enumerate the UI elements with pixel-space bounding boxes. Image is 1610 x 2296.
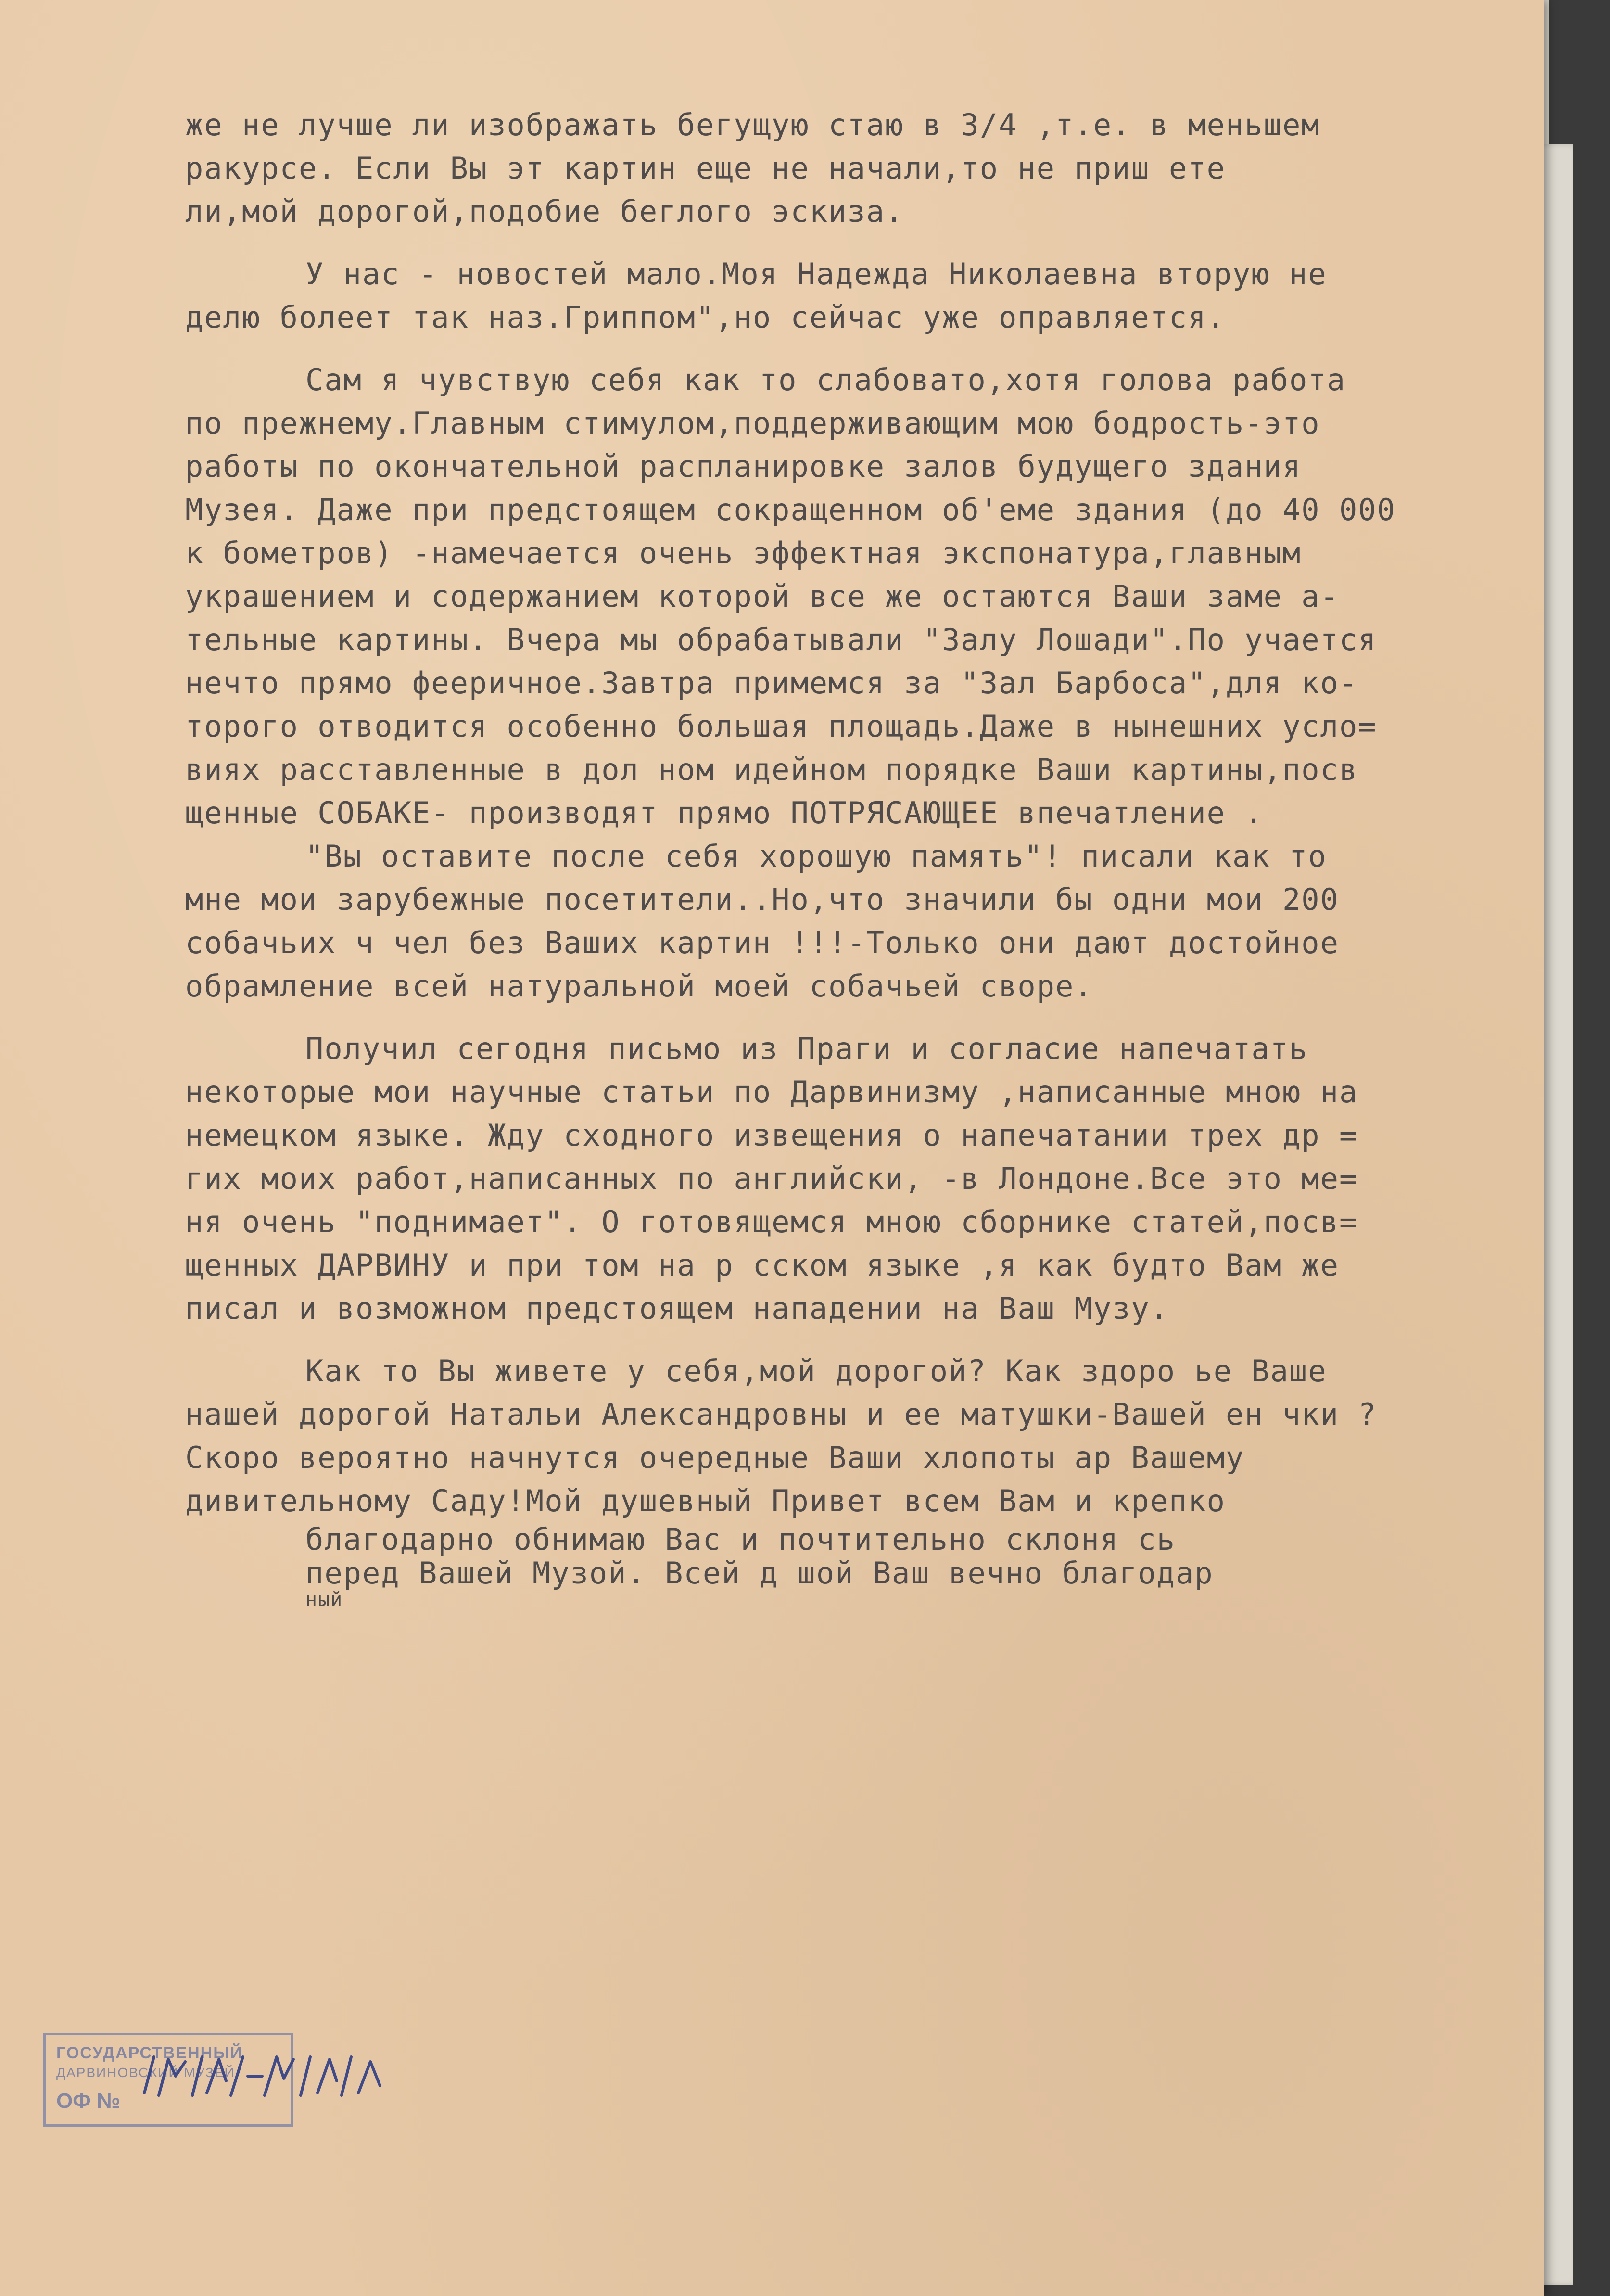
- letter-line: нашей дорогой Натальи Александровны и ее матушки-Вашей ен чки ?: [185, 1397, 1377, 1432]
- letter-line: писал и возможном предстоящем нападении на Ваш Музу.: [185, 1291, 1169, 1326]
- letter-line: гих моих работ,написанных по английски, -в Лондоне.Все это ме=: [185, 1161, 1358, 1196]
- letter-line: Скоро вероятно начнутся очередные Ваши хлопоты ар Вашему: [185, 1440, 1245, 1475]
- stamp-subtitle: ДАРВИНОВСКИЙ МУЗЕЙ: [56, 2065, 235, 2080]
- letter-body: [185, 103, 1542, 1609]
- letter-line: собачьих ч чел без Ваших картин !!!-Только они дают достойное: [185, 925, 1339, 960]
- letter-line: Как то Вы живете у себя,мой дорогой? Как здоро ье Ваше: [305, 1353, 1327, 1389]
- letter-line: ли,мой дорогой,подобие беглого эскиза.: [185, 194, 904, 229]
- letter-line: ня очень "поднимает". О готовящемся мною сборнике статей,посв=: [185, 1204, 1358, 1239]
- letter-line: работы по окончательной распланировке залов будущего здания: [185, 449, 1302, 484]
- letter-line: щенные СОБАКЕ- производят прямо ПОТРЯСАЮЩЕЕ впечатление .: [185, 795, 1264, 830]
- letter-line: благодарно обнимаю Вас и почтительно склоня сь: [305, 1523, 1176, 1556]
- letter-line: обрамление всей натуральной моей собачьей своре.: [185, 969, 1093, 1004]
- letter-line: делю болеет так наз.Гриппом",но сейчас уже оправляется.: [185, 300, 1226, 335]
- letter-line: виях расставленные в дол ном идейном порядке Ваши картины,посв: [185, 752, 1358, 787]
- letter-line: ракурсе. Если Вы эт картин еще не начали,то не приш ете: [185, 151, 1226, 186]
- letter-line: Получил сегодня письмо из Праги и согласие напечатать: [305, 1031, 1308, 1066]
- stamp-title: ГОСУДАРСТВЕННЫЙ: [56, 2044, 243, 2062]
- letter-line: некоторые мои научные статьи по Дарвинизму ,написанные мною на: [185, 1074, 1358, 1110]
- letter-line: же не лучше ли изображать бегущую стаю в 3/4 ,т.е. в меньшем: [185, 107, 1320, 142]
- letter-line: тельные картины. Вчера мы обрабатывали "Залу Лошади".По учается: [185, 622, 1377, 657]
- letter-line: Сам я чувствую себя как то слабовато,хотя голова работа: [305, 362, 1346, 397]
- letter-line: перед Вашей Музой. Всей д шой Ваш вечно благодар: [305, 1556, 1214, 1590]
- letter-line: к бометров) -намечается очень эффектная экспонатура,главным: [185, 536, 1302, 571]
- letter-line: по прежнему.Главным стимулом,поддерживающим мою бодрость-это: [185, 406, 1320, 441]
- letter-line: мне мои зарубежные посетители..Но,что значили бы одни мои 200: [185, 882, 1339, 917]
- stamp-number-prefix: ОФ №: [56, 2089, 121, 2113]
- handwritten-inventory-number: [139, 2047, 390, 2105]
- letter-line: нечто прямо фееричное.Завтра примемся за "Зал Барбоса",для ко-: [185, 665, 1358, 701]
- letter-line: немецком языке. Жду сходного извещения о напечатании трех др =: [185, 1118, 1358, 1153]
- letter-line: дивительному Саду!Мой душевный Привет всем Вам и крепко: [185, 1483, 1226, 1518]
- letter-line: торого отводится особенно большая площадь.Даже в нынешних усло=: [185, 709, 1377, 744]
- letter-line: ный: [305, 1590, 343, 1609]
- letter-line: украшением и содержанием которой все же остаются Ваши заме а-: [185, 579, 1339, 614]
- letter-line: Музея. Даже при предстоящем сокращенном об'еме здания (до 40 000: [185, 492, 1396, 527]
- letter-line: "Вы оставите после себя хорошую память"! писали как то: [305, 839, 1327, 874]
- letter-line: щенных ДАРВИНУ и при том на р сском языке ,я как будто Вам же: [185, 1248, 1339, 1283]
- letter-line: У нас - новостей мало.Моя Надежда Николаевна вторую не: [305, 256, 1327, 292]
